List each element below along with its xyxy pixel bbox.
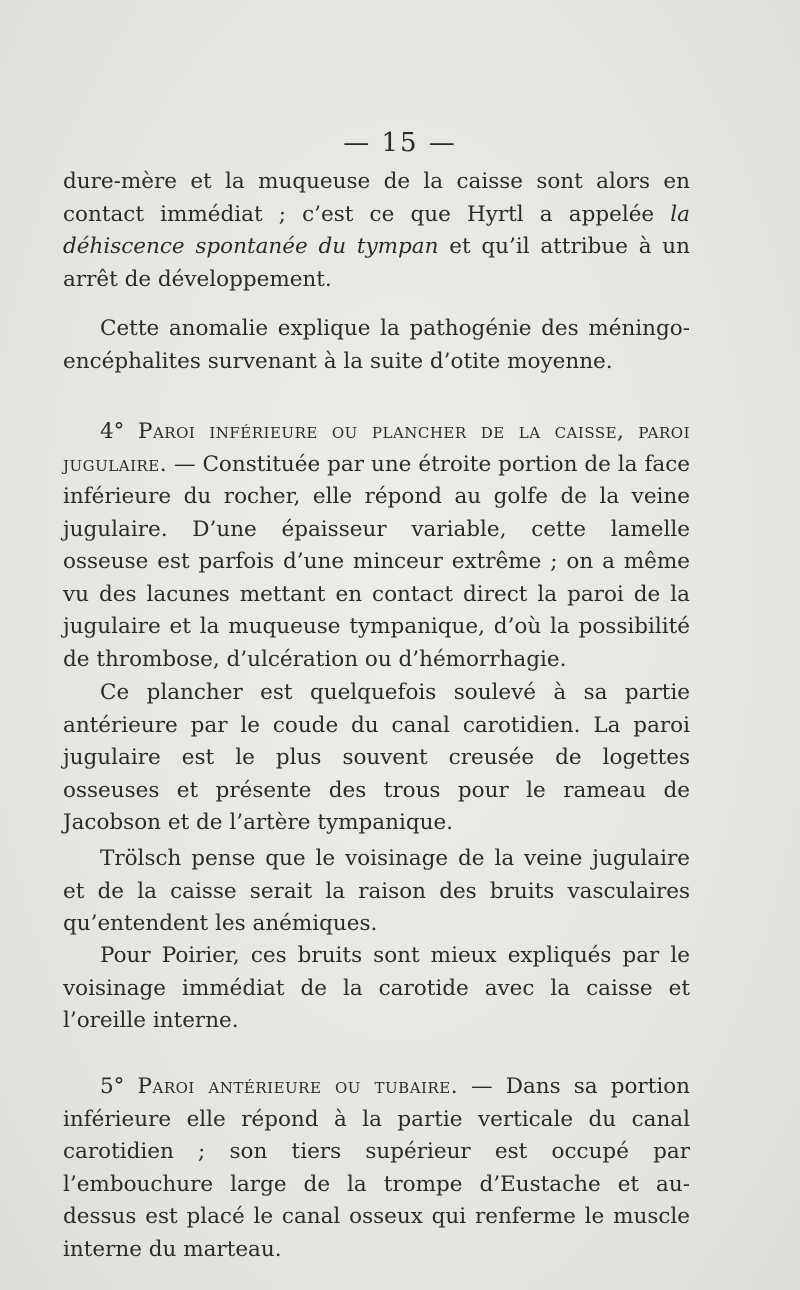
paragraph-trolsch: Trölsch pense que le voisinage de la veine jugulaire et de la caisse serait la raison des bruits vasculaires qu’entendent les anémiques. xyxy=(63,846,690,936)
paragraph-text: dure-mère et la muqueuse de la caisse sont alors en contact immédiat ; c’est ce que Hyrtl a appelée xyxy=(63,169,690,227)
section-number: 4° xyxy=(100,419,138,444)
paragraph-dehiscence xyxy=(63,166,690,296)
paragraph-plancher: Ce plancher est quelquefois soulevé à sa partie antérieure par le coude du canal carotidien. La paroi jugulaire est le plus souvent creusée de logettes osseuses et présente des trous pour le rameau de Jacobson et de l’artère tympanique. xyxy=(63,680,690,835)
paragraph-text: — Dans sa portion inférieure elle répond à la partie verticale du canal carotidien ; son tiers supérieur est occupé par l’embouchure large de la trompe d’Eustache et au-dessus est placé le canal osseux qui renferme le muscle interne du marteau. xyxy=(63,1074,691,1262)
paragraph-anomalie: Cette anomalie explique la pathogénie des méningo-encéphalites survenant à la suite d’otite moyenne. xyxy=(63,316,690,374)
paragraph-text: et qu’il attribue à un arrêt de développement. xyxy=(63,234,690,292)
paragraph-paroi-inferieure xyxy=(63,416,690,676)
paragraph-paroi-anterieure xyxy=(63,1071,690,1266)
section-heading: Paroi antérieure ou tubaire. xyxy=(137,1074,459,1099)
section-number: 5° xyxy=(100,1074,138,1099)
page-number: — 15 — xyxy=(343,128,457,158)
paragraph-text: — Constituée par une étroite portion de la face inférieure du rocher, elle répond au golfe de la veine jugulaire. D’une épaisseur variable, cette lamelle osseuse est parfois d’une minceur extrême ; on a même vu des lacunes mettant en contact direct la paroi de la jugulaire et la muqueuse tympanique, d’où la possibilité de thrombose, d’ulcération ou d’hémorrhagie. xyxy=(63,451,690,672)
paragraph-poirier: Pour Poirier, ces bruits sont mieux expliqués par le voisinage immédiat de la carotide avec la caisse et l’oreille interne. xyxy=(63,943,690,1033)
section-heading: Paroi inférieure ou plancher de la caisse, paroi jugulaire. xyxy=(63,419,690,477)
italic-term: la déhiscence spontanée du tympan xyxy=(63,201,690,259)
